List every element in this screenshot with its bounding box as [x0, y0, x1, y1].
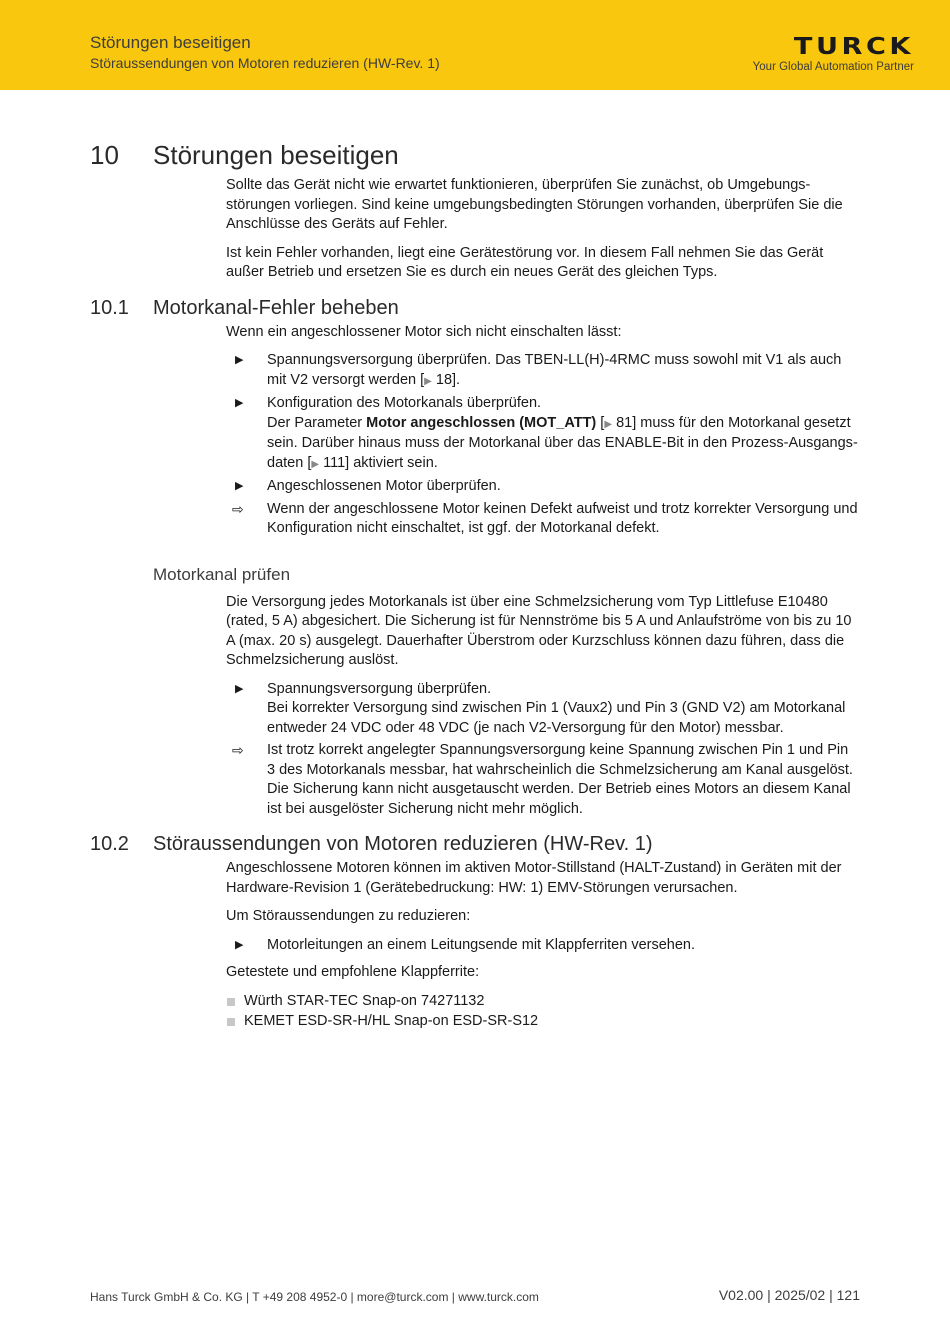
result-arrow-icon: ⇨ [232, 500, 244, 517]
subsection-body [226, 593, 860, 820]
instruction-step [226, 936, 860, 956]
section-body-10-1 [226, 323, 860, 539]
section-title: Störaussendungen von Motoren reduzieren (HW-Rev. 1) [153, 833, 653, 855]
step-arrow-icon: ▶ [235, 480, 244, 492]
step-text: Bei korrekter Versorgung sind zwischen Pin 1 (Vaux2) und Pin 3 (GND V2) am Motorkanal entweder 24 VDC oder 48 VDC (je nach V2-Versorgung für den Motor) messbar. [267, 700, 846, 736]
result-text: Ist trotz korrekt angelegter Spannungsversorgung keine Spannung zwischen Pin 1 und Pin 3 des Motorkanals messbar, hat wahrscheinlich die Schmelzsicherung am Kanal ausgelöst. Die Sicherung kann nicht ausgetauscht werden. Der Betrieb eines Motors an diesem Kanal ist bei ausgelöster Sicherung nicht mehr möglich. [267, 742, 853, 817]
page-ref-arrow-icon: ▶ [424, 375, 432, 387]
result-arrow-icon: ⇨ [232, 742, 244, 758]
parameter-name: Motor angeschlossen (MOT_ATT) [366, 414, 597, 431]
instruction-result [226, 500, 860, 539]
step-arrow-icon: ▶ [235, 354, 244, 366]
instruction-step [226, 680, 860, 739]
square-bullet-icon [227, 998, 235, 1006]
instruction-result [226, 741, 860, 819]
footer-page-info: V02.00 | 2025/02 | 121 [718, 1287, 860, 1303]
result-text: Wenn der angeschlossene Motor keinen Defekt aufweist und trotz korrekter Versorgung und Konfiguration nicht einschaltet, ist ggf. der Motorkanal defekt. [267, 500, 858, 536]
chapter-title: Störungen beseitigen [153, 140, 399, 170]
section-number: 10.1 [90, 296, 129, 319]
instruction-list [226, 680, 860, 820]
header-section-title: Störaussendungen von Motoren reduzieren (HW-Rev. 1) [90, 55, 440, 71]
subsection-title: Motorkanal prüfen [153, 564, 291, 584]
paragraph: Angeschlossene Motoren können im aktiven Motor-Stillstand (HALT-Zustand) in Geräten mit der Hardware-Revision 1 (Gerätebedruckung: HW: 1) EMV-Störungen verursachen. [226, 860, 842, 896]
logo-wordmark: TURCK [793, 34, 914, 60]
list-item [226, 1012, 860, 1032]
instruction-step: ▶ Konfiguration des Motorkanals überprüfen. Der Parameter Motor angeschlossen (MOT_ATT) [▶ 81] muss für den Motorkanal gesetzt sein. Darüber hinaus muss der Motorkanal über das ENABLE-Bit in den Prozess-Ausgangsdaten [▶ 111] aktiviert sein. [235, 395, 858, 471]
step-text: Spannungsversorgung überprüfen. [267, 680, 492, 697]
chapter-heading [90, 140, 860, 176]
instruction-list [226, 936, 860, 956]
step-text: Motorleitungen an einem Leitungsende mit Klappferriten versehen. [267, 936, 696, 953]
list-item [226, 992, 860, 1012]
ferrite-list [226, 992, 860, 1032]
section-heading-10-2 [90, 833, 860, 859]
section-heading-10-1 [90, 297, 860, 323]
section-number: 10.2 [90, 833, 129, 855]
instruction-list [226, 351, 860, 539]
turck-logo [730, 36, 914, 73]
page-ref-arrow-icon: ▶ [604, 418, 613, 430]
paragraph: Um Störaussendungen zu reduzieren: [226, 908, 471, 924]
footer-contact: Hans Turck GmbH & Co. KG | T +49 208 4952-0 | more@turck.com | www.turck.com [90, 1290, 539, 1304]
paragraph: Sollte das Gerät nicht wie erwartet funktionieren, überprüfen Sie zunächst, ob Umgebungsstörungen vorliegen. Sind keine umgebungsbedingten Störungen vorhanden, überprüfen Sie die Anschlüsse des Geräts auf Fehler. [226, 177, 843, 232]
list-item-text: KEMET ESD-SR-H/HL Snap-on ESD-SR-S12 [244, 1013, 539, 1029]
step-text: ] muss für den Motorkanal gesetzt sein. Darüber hinaus muss der Motorkanal über das ENABLE-Bit in den Prozess-Ausgangsdaten [267, 414, 858, 471]
header-chapter-title: Störungen beseitigen [90, 33, 251, 52]
list-item-text: Würth STAR-TEC Snap-on 74271132 [244, 992, 485, 1009]
paragraph: Die Versorgung jedes Motorkanals ist über eine Schmelzsicherung vom Typ Littlefuse E10480 (rated, 5 A) abgesichert. Die Sicherung ist für Nennströme bis 5 A und Anlaufströme von bis zu 10 A (max. 20 s) ausgelegt. Dauerhafter Überstrom oder Kurzschluss können dazu führen, dass die Schmelzsicherung auslöst. [226, 593, 852, 668]
chapter-number: 10 [90, 140, 119, 170]
page-ref-arrow-icon: ▶ [311, 458, 320, 470]
step-text: Konfiguration des Motorkanals überprüfen. [267, 395, 542, 411]
paragraph: Ist kein Fehler vorhanden, liegt eine Gerätestörung vor. In diesem Fall nehmen Sie das Gerät außer Betrieb und ersetzen Sie es durch ein neues Gerät des gleichen Typs. [226, 244, 824, 280]
page-header [0, 0, 950, 90]
page-reference-link[interactable]: 111 [323, 454, 346, 471]
step-arrow-icon: ▶ [235, 682, 244, 695]
section-body-10-2 [226, 859, 860, 1032]
chapter-body [226, 176, 860, 283]
step-text: Angeschlossenen Motor überprüfen. [267, 478, 501, 494]
square-bullet-icon [227, 1018, 235, 1026]
instruction-step: ▶ Spannungsversorgung überprüfen. Das TBEN-LL(H)-4RMC muss sowohl mit V1 als auch mit V2 versorgt werden [▶ 18]. [235, 352, 842, 388]
step-text: Spannungsversorgung überprüfen. Das TBEN-LL(H)-4RMC muss sowohl mit V1 als auch mit V2 versorgt werden [267, 352, 842, 388]
step-arrow-icon: ▶ [235, 938, 244, 951]
logo-tagline: Your Global Automation Partner [752, 61, 914, 73]
instruction-step [226, 477, 860, 497]
step-arrow-icon: ▶ [235, 397, 244, 409]
page-content [90, 140, 860, 1033]
step-text: Der Parameter [267, 414, 367, 431]
page-reference-link[interactable]: 81 [616, 414, 633, 431]
paragraph: Getestete und empfohlene Klappferrite: [226, 964, 480, 980]
section-title: Motorkanal-Fehler beheben [153, 296, 399, 319]
page-reference-link[interactable]: 18 [435, 371, 453, 388]
paragraph: Wenn ein angeschlossener Motor sich nicht einschalten lässt: [226, 323, 622, 340]
step-text: ] aktiviert sein. [345, 454, 438, 471]
